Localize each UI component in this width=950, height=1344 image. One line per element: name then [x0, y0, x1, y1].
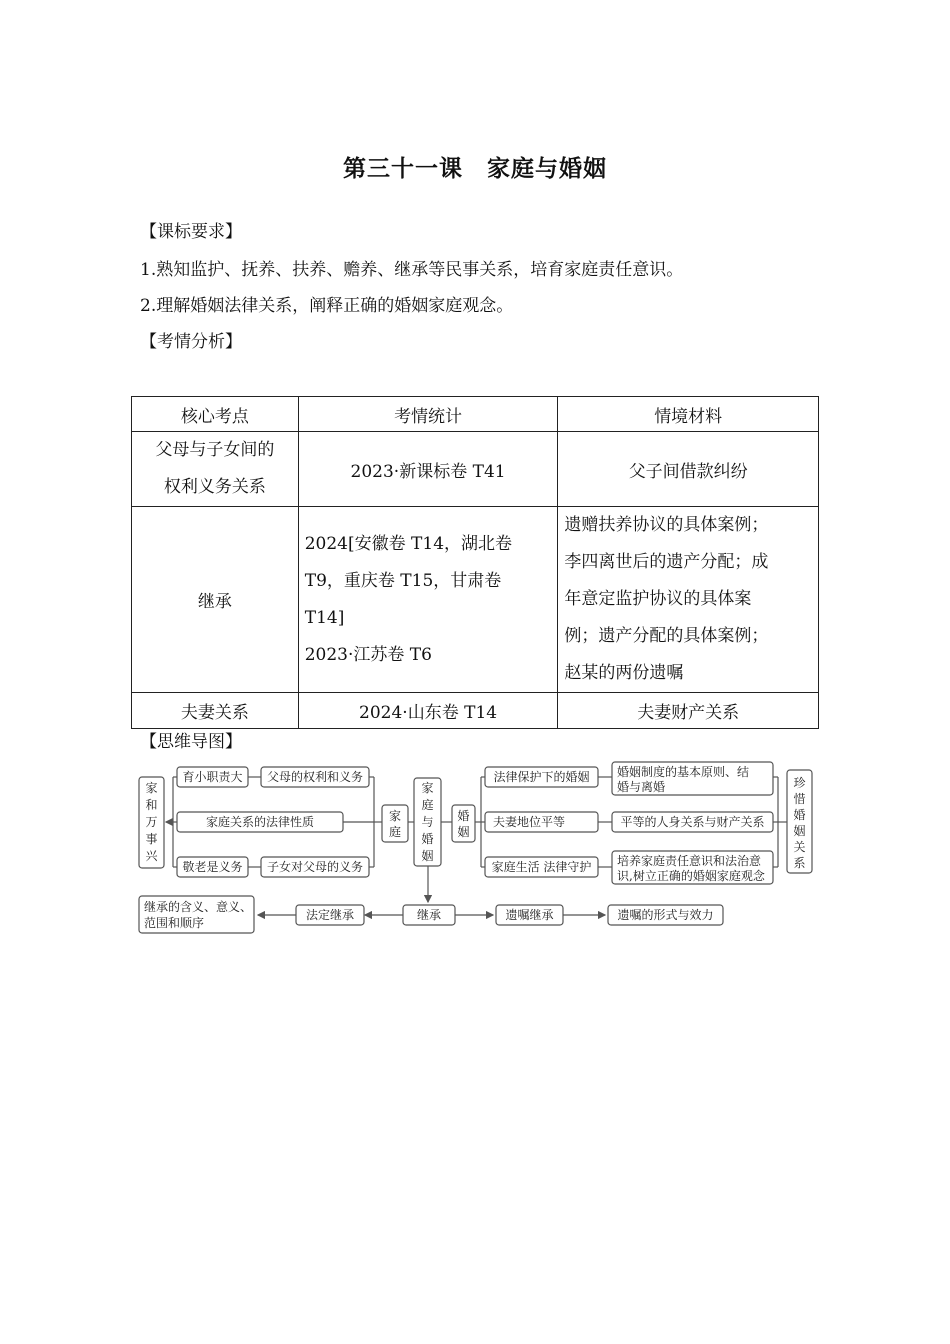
node-nature [177, 812, 343, 832]
node-center-char: 姻 [421, 849, 434, 863]
node-zhenxi-char: 婚 [793, 808, 806, 822]
node-zhenxi-char: 珍 [793, 776, 806, 790]
table-cell: 2024[安徽卷 T14，湖北卷 T9，重庆卷 T15，甘肃卷 T14] 2023·江苏卷 T6 [298, 507, 558, 693]
node-jiating-shenghuo-label: 家庭生活 法律守护 [491, 860, 592, 874]
table-cell: 继承 [132, 507, 299, 693]
node-zhenxi-char: 系 [793, 856, 806, 870]
table-cell: 夫妻关系 [132, 693, 299, 729]
node-jiahe-char: 和 [145, 798, 158, 812]
node-hunyin-zhidu-line: 婚姻制度的基本原则、结 [617, 765, 750, 779]
node-jicheng-hanyi-line: 继承的含义、意义、 [144, 900, 253, 914]
node-hunyin-zhidu [612, 762, 773, 795]
node-jiahe-char: 万 [145, 815, 158, 829]
node-jinglao [177, 857, 248, 877]
node-peiyang-line: 培养家庭责任意识和法治意 [617, 854, 762, 868]
node-yizhu-jicheng-label: 遗嘱继承 [505, 908, 554, 922]
node-jiahe-char: 家 [145, 781, 158, 795]
node-zhenxi-char: 姻 [793, 824, 806, 838]
table-cell: 遗赠扶养协议的具体案例； 李四离世后的遗产分配；成 年意定监护协议的具体案 例；遗产分配的具体案例； 赵某的两份遗嘱 [558, 507, 819, 693]
node-yizhu-xingshi-label: 遗嘱的形式与效力 [617, 908, 714, 922]
node-zhenxi [787, 770, 812, 873]
node-fading-label: 法定继承 [305, 908, 355, 922]
node-jicheng-label: 继承 [416, 908, 442, 922]
analysis-heading: 【考情分析】 [140, 332, 242, 352]
mindmap-connectors [166, 777, 787, 915]
node-jinglao-label: 敬老是义务 [182, 860, 243, 874]
node-yuxiao-label: 育小职责大 [182, 770, 243, 784]
node-pingdeng [612, 812, 773, 832]
table-cell: 2024·山东卷 T14 [298, 693, 558, 729]
header-cell: 情境材料 [558, 397, 819, 432]
node-jicheng [403, 905, 455, 925]
node-fumu-rights-label: 父母的权利和义务 [266, 770, 364, 784]
page-title: 第三十一课 家庭与婚姻 [343, 156, 607, 182]
node-jicheng-hanyi [139, 896, 254, 933]
node-center-char: 家 [421, 781, 434, 795]
node-fumu-rights [261, 767, 369, 787]
header-cell: 考情统计 [298, 397, 558, 432]
table-cell: 父母与子女间的 权利义务关系 [132, 432, 299, 507]
node-nature-label: 家庭关系的法律性质 [205, 815, 315, 829]
node-falv-baohu-label: 法律保护下的婚姻 [493, 770, 590, 784]
node-hunyin-char: 婚 [457, 809, 470, 823]
node-hunyin-char: 姻 [457, 825, 470, 839]
node-jiahe [0, 0, 164, 868]
node-fuqi-diwei-label: 夫妻地位平等 [492, 815, 566, 829]
requirements-heading: 【课标要求】 [140, 222, 242, 242]
node-hunyin [452, 805, 475, 842]
requirement-1: 1.熟知监护、抚养、扶养、赡养、继承等民事关系，培育家庭责任意识。 [140, 260, 684, 280]
node-center-char: 庭 [421, 798, 434, 812]
node-jiahe-char: 事 [145, 832, 158, 846]
node-jicheng-hanyi-line: 范围和顺序 [144, 916, 205, 930]
node-yizhu-xingshi [608, 905, 723, 925]
node-peiyang-line: 识,树立正确的婚姻家庭观念 [617, 869, 765, 883]
node-jiating-char: 庭 [388, 825, 402, 839]
node-center-char: 与 [421, 815, 434, 829]
requirement-2: 2.理解婚姻法律关系，阐释正确的婚姻家庭观念。 [140, 296, 514, 316]
node-jiating-shenghuo [485, 857, 598, 877]
table-cell: 2023·新课标卷 T41 [298, 432, 558, 507]
node-fading [296, 905, 364, 925]
node-zhenxi-char: 惜 [793, 792, 806, 806]
table-cell: 夫妻财产关系 [558, 693, 819, 729]
node-zinv-label: 子女对父母的义务 [266, 860, 364, 874]
header-cell: 核心考点 [132, 397, 299, 432]
mindmap-heading: 【思维导图】 [140, 732, 242, 752]
node-zinv [261, 857, 369, 877]
node-center-char: 婚 [421, 832, 434, 846]
node-hunyin-zhidu-line: 婚与离婚 [617, 780, 666, 794]
node-peiyang [612, 851, 773, 884]
node-falv-baohu [485, 767, 598, 787]
node-yuxiao [177, 767, 248, 787]
node-yizhu-jicheng [496, 905, 563, 925]
node-jiating-char: 家 [388, 809, 402, 823]
node-pingdeng-label: 平等的人身关系与财产关系 [620, 815, 765, 829]
node-center [414, 778, 441, 866]
node-jiating [382, 805, 408, 842]
table-cell: 父子间借款纠纷 [558, 432, 819, 507]
node-jiahe-char: 兴 [145, 849, 158, 863]
node-zhenxi-char: 关 [793, 840, 806, 854]
node-fuqi-diwei [485, 812, 598, 832]
